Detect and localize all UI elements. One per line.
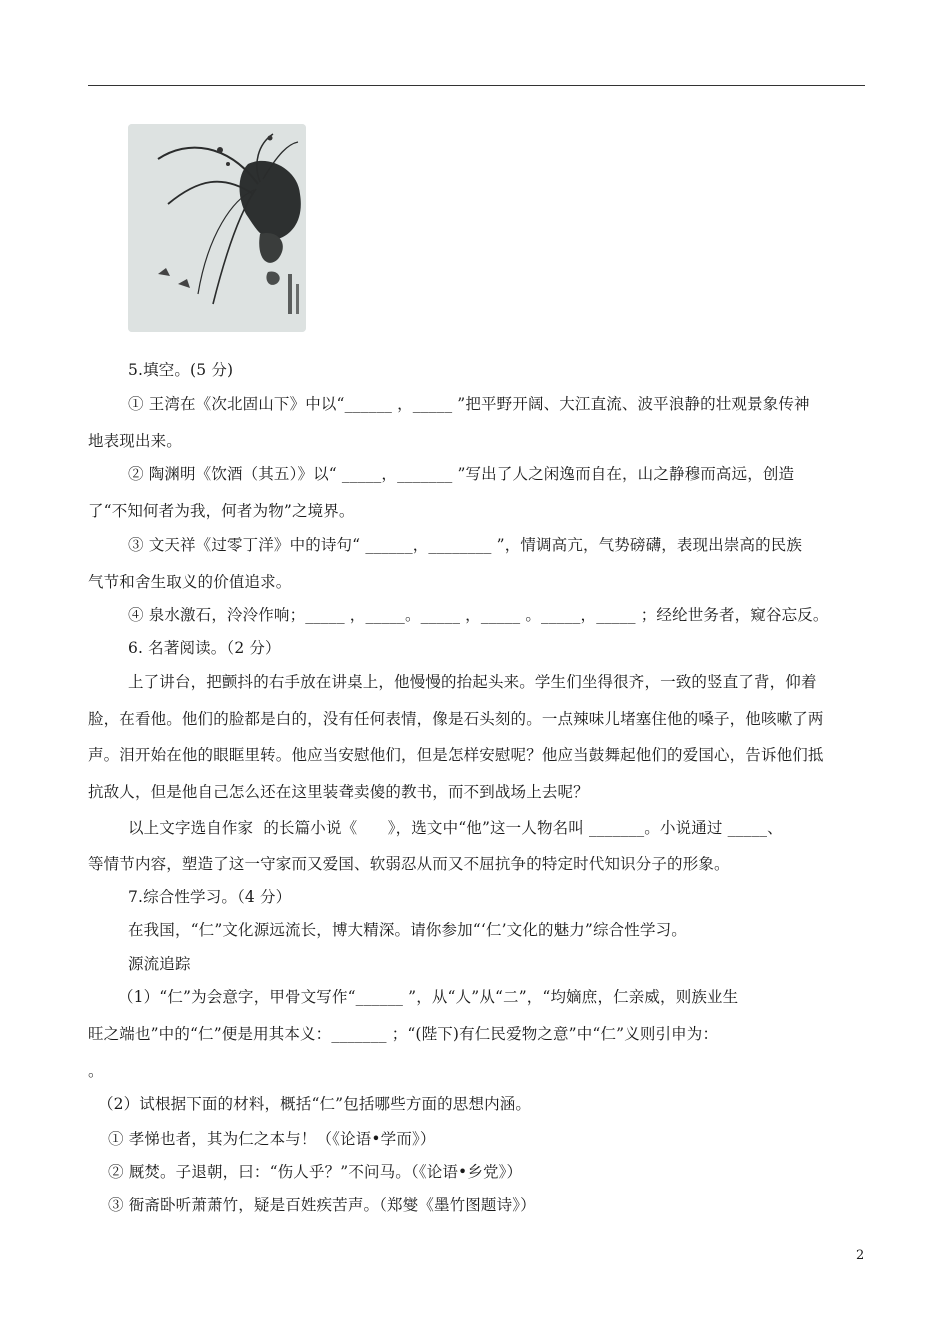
orchid-painting-image bbox=[128, 124, 306, 332]
question-5-item-3-cont: 气节和舍生取义的价值追求。 bbox=[88, 573, 292, 591]
orchid-painting-icon bbox=[128, 124, 306, 332]
question-5-item-1-cont: 地表现出来。 bbox=[88, 432, 182, 450]
question-7-part-1-end: 。 bbox=[88, 1062, 104, 1080]
passage-line-3: 声。泪开始在他的眼眶里转。他应当安慰他们，但是怎样安慰呢？他应当鼓舞起他们的爱国心，告诉他们抵 bbox=[88, 746, 824, 764]
question-5-item-1: ① 王湾在《次北固山下》中以“______ ，_____ ”把平野开阔、大江直流、波平浪静的壮观景象传神 bbox=[128, 395, 810, 413]
question-5-item-2-cont: 了“不知何者为我，何者为物”之境界。 bbox=[88, 502, 355, 520]
question-7-intro: 在我国，“仁”文化源远流长，博大精深。请你参加“‘仁’文化的魅力”综合性学习。 bbox=[128, 921, 687, 939]
section-title: 源流追踪 bbox=[128, 955, 191, 973]
header-rule bbox=[88, 85, 865, 86]
question-5-item-2: ② 陶渊明《饮酒（其五）》以“ _____，_______ ”写出了人之闲逸而自在，山之静穆而高远，创造 bbox=[128, 465, 795, 483]
material-1: ① 孝悌也者，其为仁之本与！（《论语•学而》） bbox=[108, 1130, 436, 1148]
material-2: ② 厩焚。子退朝，曰：“伤人乎？”不问马。（《论语•乡党》） bbox=[108, 1163, 523, 1181]
material-3: ③ 衙斋卧听萧萧竹，疑是百姓疾苦声。（郑燮《墨竹图题诗》） bbox=[108, 1196, 536, 1214]
passage-line-1: 上了讲台，把颤抖的右手放在讲桌上，他慢慢的抬起头来。学生们坐得很齐，一致的竖直了背，仰着 bbox=[128, 673, 817, 691]
passage-line-4: 抗敌人，但是他自己怎么还在这里装聋卖傻的教书，而不到战场上去呢？ bbox=[88, 783, 589, 801]
question-7-part-1: （1）“仁”为会意字，甲骨文写作“______ ”，从“人”从“二”，“均嫡庶，仁亲威，则族业生 bbox=[118, 988, 739, 1006]
question-6-prompt: 以上文字选自作家 的长篇小说《 》，选文中“他”这一人物名叫 _______。小说通过 _____、 bbox=[128, 819, 783, 837]
question-5-item-4: ④ 泉水激石，泠泠作响；_____ ，_____。_____ ，_____ 。_____，_____ ；经纶世务者，窥谷忘反。 bbox=[128, 606, 829, 624]
question-6-prompt-cont: 等情节内容，塑造了这一守家而又爱国、软弱忍从而又不屈抗争的特定时代知识分子的形象。 bbox=[88, 855, 730, 873]
question-7-heading: 7.综合性学习。（4 分） bbox=[128, 888, 292, 906]
question-5-heading: 5.填空。(5 分) bbox=[128, 361, 234, 379]
question-7-part-1-cont: 旺之端也”中的“仁”便是用其本义：_______ ；“(陛下)有仁民爱物之意”中“仁”义则引申为： bbox=[88, 1025, 719, 1043]
question-6-heading: 6. 名著阅读。（2 分） bbox=[128, 639, 281, 657]
page-number: 2 bbox=[856, 1248, 865, 1263]
question-7-part-2: （2）试根据下面的材料，概括“仁”包括哪些方面的思想内涵。 bbox=[98, 1095, 532, 1113]
passage-line-2: 脸，在看他。他们的脸都是白的，没有任何表情，像是石头刻的。一点辣味儿堵塞住他的嗓子，他咳嗽了两 bbox=[88, 710, 824, 728]
question-5-item-3: ③ 文天祥《过零丁洋》中的诗句“ ______，________ ”，情调高亢，气势磅礴，表现出崇高的民族 bbox=[128, 536, 803, 554]
